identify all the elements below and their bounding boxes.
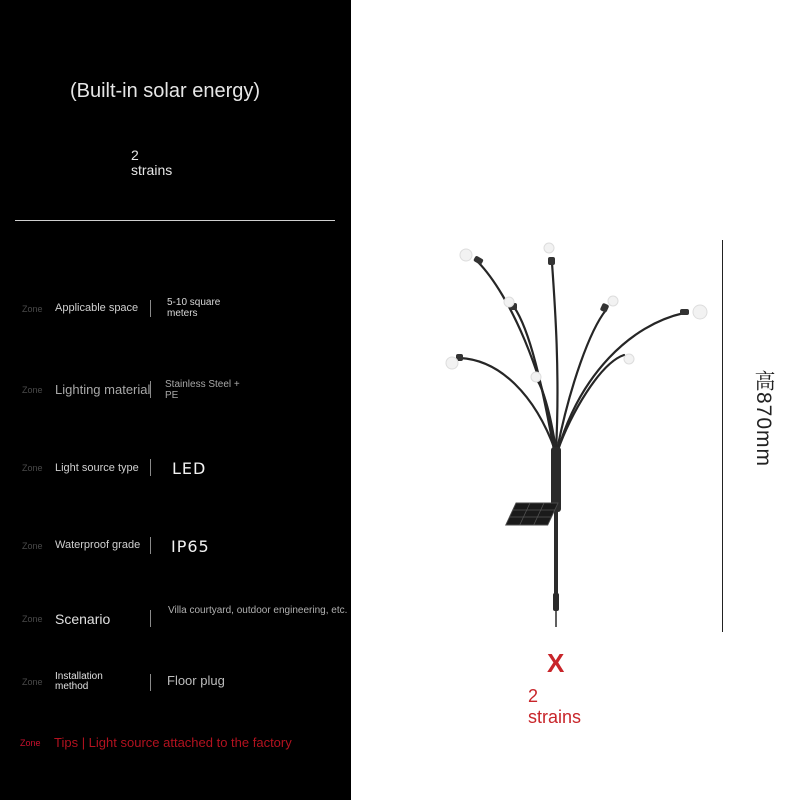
zone-label: Zone: [22, 304, 43, 314]
quantity-unit: strains: [131, 162, 173, 178]
separator: [150, 610, 151, 627]
quantity-number: 2: [131, 147, 139, 163]
quantity-unit: strains: [528, 707, 582, 727]
tips-text: Tips | Light source attached to the factory: [54, 735, 292, 750]
subtitle: (Built-in solar energy): [69, 80, 261, 102]
spec-value: LED: [172, 459, 207, 478]
spec-row-waterproof-grade: [0, 527, 351, 567]
spec-value: Villa courtyard, outdoor engineering, etc.: [168, 605, 348, 616]
zone-label: Zone: [20, 738, 41, 748]
spec-label: Applicable space: [55, 302, 139, 314]
spec-value: 5-10 square meters: [167, 297, 221, 319]
quantity-number: 2: [528, 686, 539, 706]
spec-row-lighting-material: [0, 370, 351, 410]
separator: [150, 459, 151, 476]
spec-panel: [0, 0, 351, 800]
zone-label: Zone: [22, 541, 43, 551]
separator: [150, 300, 151, 317]
spec-value: IP65: [171, 537, 210, 556]
height-dimension-line: [722, 240, 723, 632]
spec-row-light-source-type: [0, 449, 351, 489]
spec-row-applicable-space: [0, 290, 351, 330]
spec-label: Scenario: [55, 611, 111, 627]
spec-label: Lighting material: [55, 382, 151, 397]
spec-label: Waterproof grade: [55, 539, 141, 551]
spec-row-scenario: [0, 600, 351, 640]
separator: [150, 381, 151, 398]
tips-row: [0, 724, 351, 764]
spec-label: Installation method: [55, 671, 103, 692]
divider: [15, 220, 335, 221]
product-quantity: [528, 686, 581, 728]
solar-firework-light-image: [430, 235, 720, 635]
spec-row-installation-method: [0, 663, 351, 703]
separator: [150, 674, 151, 691]
zone-label: Zone: [22, 463, 43, 473]
spec-label: Light source type: [55, 462, 139, 474]
zone-label: Zone: [22, 677, 43, 687]
separator: [150, 537, 151, 554]
quantity-label: [131, 148, 172, 178]
zone-label: Zone: [22, 385, 43, 395]
spec-value: Stainless Steel + PE: [165, 379, 240, 401]
multiplier-sign: X: [547, 648, 565, 678]
height-dimension-label: 高870mm: [752, 370, 775, 468]
zone-label: Zone: [22, 614, 43, 624]
spec-value: Floor plug: [167, 673, 225, 688]
